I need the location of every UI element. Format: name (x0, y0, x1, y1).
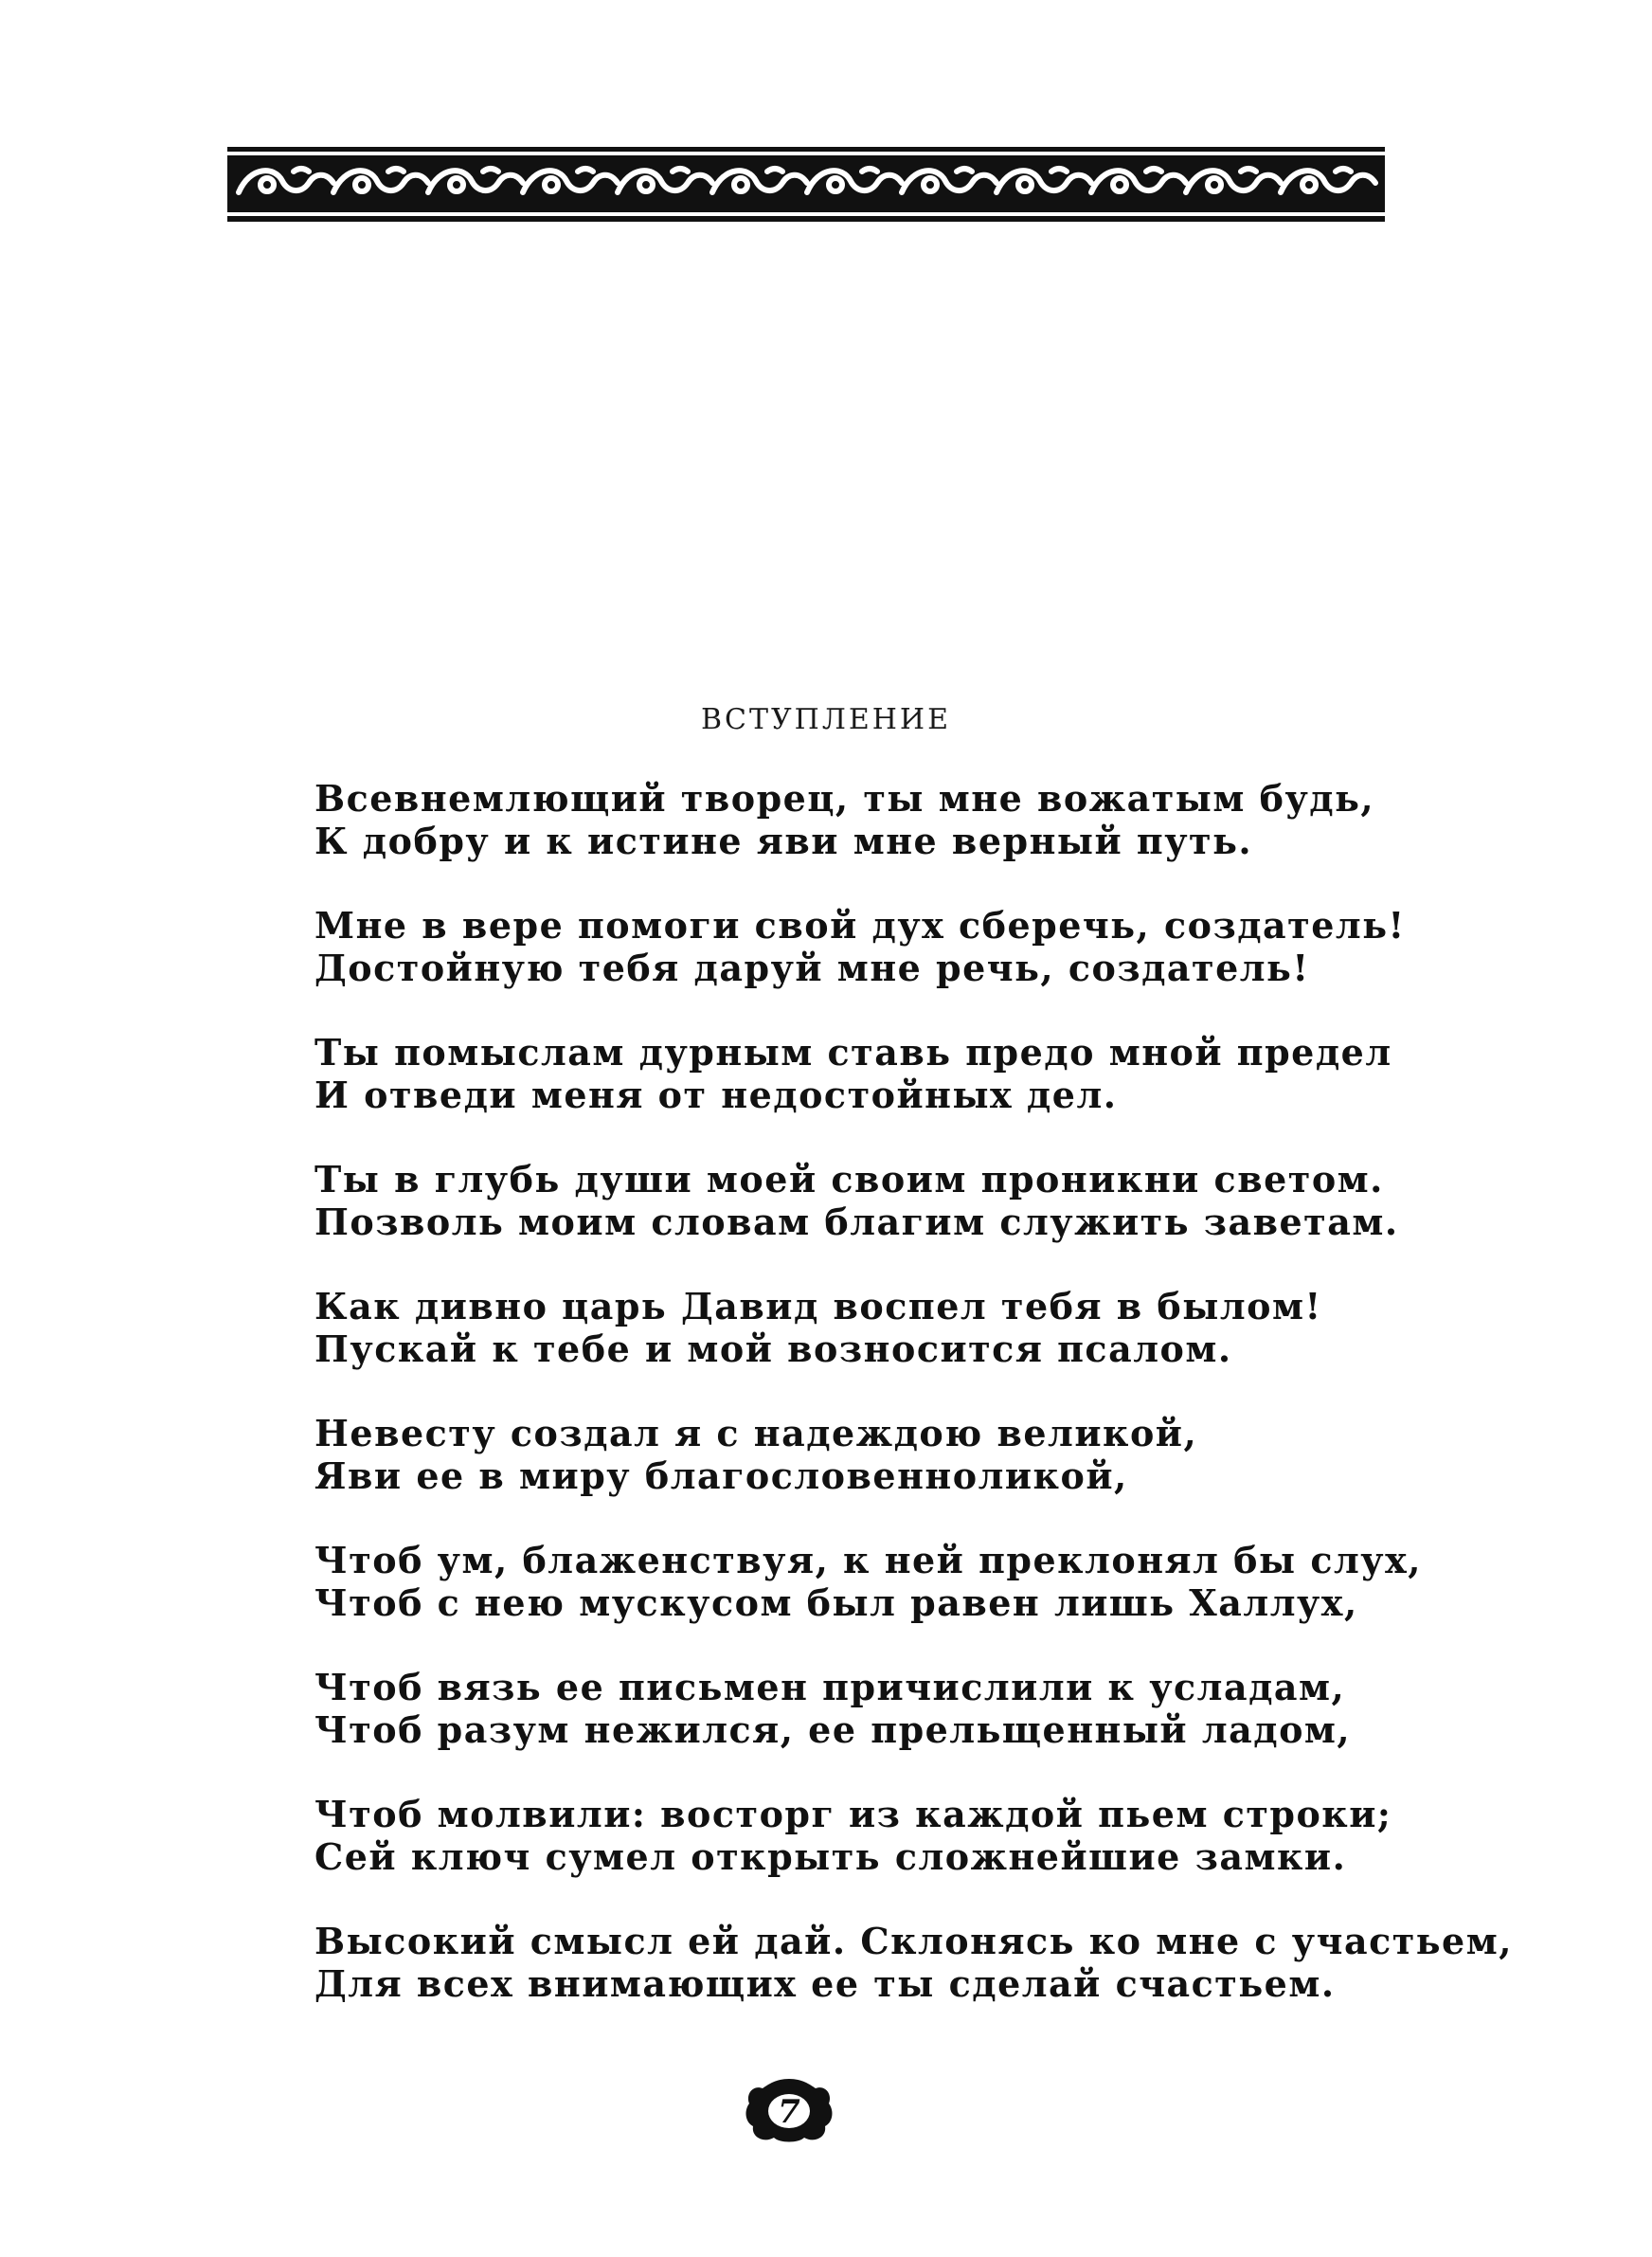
verse-line: Сей ключ сумел открыть сложнейшие замки. (314, 1835, 1347, 1878)
stanza (314, 1539, 1422, 1624)
stanza (314, 1285, 1394, 1370)
verse-line: Пускай к тебе и мой возносится псалом. (314, 1327, 1232, 1370)
verse-line: Ты помыслам дурным ставь предо мной предел (314, 1031, 1392, 1074)
stanza (314, 1031, 1394, 1116)
stanza (314, 1666, 1394, 1751)
stanza (314, 1412, 1394, 1497)
ornamental-header-band (227, 147, 1385, 223)
page-number: 7 (778, 2093, 800, 2131)
verse-line: Ты в глубь души моей своим проникни светом. (314, 1158, 1384, 1201)
verse-line: Невесту создал я с надеждою великой, (314, 1412, 1198, 1454)
verse-line: Чтоб вязь ее письмен причислили к усладам, (314, 1666, 1346, 1708)
verse-line: Высокий смысл ей дай. Склонясь ко мне с участьем, (314, 1920, 1513, 1962)
stanza (314, 1158, 1399, 1243)
verse-line: Для всех внимающих ее ты сделай счастьем. (314, 1962, 1336, 2005)
stanza (314, 904, 1406, 989)
verse-line: Яви ее в миру благословенноликой, (314, 1454, 1128, 1497)
stanza (314, 1793, 1394, 1878)
poem-title-block (0, 703, 1652, 736)
stanza (314, 777, 1394, 862)
verse-line: Достойную тебя даруй мне речь, создатель! (314, 947, 1310, 989)
verse-line: Чтоб разум нежился, ее прельщенный ладом, (314, 1708, 1352, 1751)
verse-line: Позволь моим словам благим служить заветам. (314, 1201, 1399, 1243)
poem-title: ВСТУПЛЕНИЕ (700, 703, 951, 736)
verse-line: Чтоб молвили: восторг из каждой пьем строки; (314, 1793, 1392, 1835)
stanza (314, 1920, 1513, 2005)
verse-line: Чтоб с нею мускусом был равен лишь Халлух, (314, 1581, 1358, 1624)
verse-line: Мне в вере помоги свой дух сберечь, создатель! (314, 904, 1406, 947)
verse-line: И отведи меня от недостойных дел. (314, 1074, 1118, 1116)
verse-line: Как дивно царь Давид воспел тебя в былом! (314, 1285, 1322, 1327)
ornament-border-icon (227, 147, 1385, 223)
poem-body (314, 777, 1513, 2047)
verse-line: Чтоб ум, блаженствуя, к ней преклонял бы слух, (314, 1539, 1422, 1581)
verse-line: Всевнемлющий творец, ты мне вожатым будь, (314, 777, 1375, 820)
verse-line: К добру и к истине яви мне верный путь. (314, 820, 1253, 862)
page-number-cartouche (744, 2075, 835, 2147)
cartouche-icon (744, 2075, 835, 2147)
